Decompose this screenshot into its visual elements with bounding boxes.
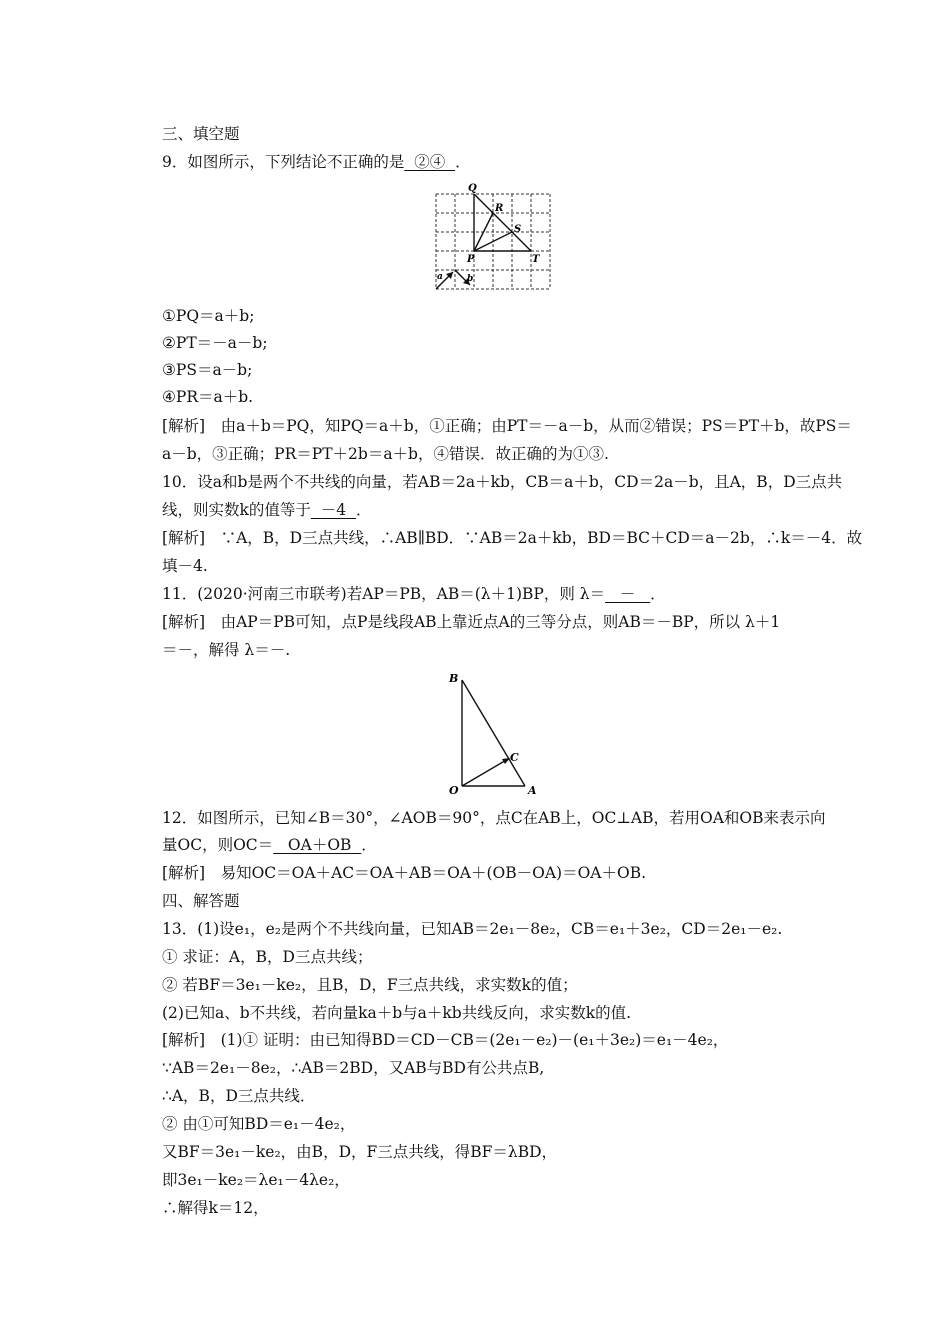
figure-right-triangle (442, 668, 552, 798)
q12-end: ． (361, 836, 377, 854)
svg-text:T: T (532, 254, 540, 265)
q12-stem-text: 量OC，则OC＝ (162, 836, 274, 854)
q9-option-3: ③PS＝a－b; (162, 361, 253, 379)
q11-answer: － (619, 585, 636, 603)
q10-solution-line-1: [解析] ∵A，B，D三点共线，∴AB∥BD．∵AB＝2a＋kb，BD＝BC＋CD＝a－2b，∴k＝－4．故 (162, 529, 863, 547)
q9-end: ． (455, 153, 471, 171)
q13-part2-stem: (2)已知a、b不共线，若向量ka＋b与a＋kb共线反向，求实数k的值. (162, 1004, 632, 1022)
q12-solution: [解析] 易知OC＝OA＋AC＝OA＋AB＝OA＋(OB－OA)＝OA＋OB. (162, 864, 647, 882)
svg-text:P: P (467, 254, 475, 265)
q10-stem-text: 线，则实数k的值等于 (162, 501, 311, 519)
q9-solution-line-1: [解析] 由a＋b＝PQ，知PQ＝a＋b，①正确；由PT＝－a－b，从而②错误；PS＝PT＋b，故PS＝ (162, 417, 852, 435)
figure-grid-vectors (428, 180, 558, 300)
q13-solution-line-7: ∴解得k＝12， (162, 1199, 269, 1217)
q13-solution-line-6: 即3e₁－ke₂＝λe₁－4λe₂， (162, 1171, 350, 1189)
q11-stem (162, 584, 666, 604)
q11-solution-line-1: [解析] 由AP＝PB可知，点P是线段AB上靠近点A的三等分点，则AB＝－BP，所以 λ＋1 (162, 613, 781, 631)
svg-text:O: O (449, 784, 459, 797)
q13-part1-sub2: ② 若BF＝3e₁－ke₂，且B，D，F三点共线，求实数k的值； (162, 976, 578, 994)
svg-text:S: S (514, 224, 522, 235)
svg-text:C: C (510, 751, 519, 764)
section-heading-fill-blank: 三、填空题 (162, 125, 240, 143)
q9-option-1: ①PQ＝a＋b; (162, 307, 255, 325)
q9-solution-line-2: a－b，③正确；PR＝PT＋2b＝a＋b，④错误．故正确的为①③. (162, 445, 609, 463)
q13-part1-sub1: ① 求证：A，B，D三点共线； (162, 948, 373, 966)
svg-text:A: A (528, 784, 537, 797)
q9-option-2: ②PT＝－a－b; (162, 334, 268, 352)
q10-stem-line-1: 10．设a和b是两个不共线的向量，若AB＝2a＋kb，CB＝a＋b，CD＝2a－b，且A，B，D三点共 (162, 473, 843, 491)
q13-part1-stem: 13．(1)设e₁，e₂是两个不共线向量，已知AB＝2e₁－8e₂，CB＝e₁＋3e₂，CD＝2e₁－e₂. (162, 920, 783, 938)
section-heading-answers: 四、解答题 (162, 892, 240, 910)
q11-stem-text: 11．(2020·河南三市联考)若AP＝PB，AB＝(λ＋1)BP，则 λ＝ (162, 585, 606, 603)
q11-solution-line-2: ＝－，解得 λ＝－. (162, 641, 291, 659)
q9-answer: ②④ (414, 153, 446, 171)
q9-option-4: ④PR＝a＋b. (162, 388, 254, 406)
svg-text:B: B (449, 672, 459, 685)
q12-stem-line-2 (162, 835, 377, 855)
q9-stem (162, 152, 471, 172)
q13-solution-line-4: ② 由①可知BD＝e₁－4e₂， (162, 1115, 356, 1133)
q13-solution-line-1: [解析] (1)① 证明：由已知得BD＝CD－CB＝(2e₁－e₂)－(e₁＋3e₂)＝e₁－4e₂， (162, 1031, 729, 1049)
svg-text:Q: Q (468, 183, 477, 194)
q10-solution-line-2: 填－4. (162, 557, 208, 575)
svg-text:b: b (467, 274, 474, 284)
svg-text:R: R (495, 203, 504, 214)
svg-text:a: a (437, 272, 443, 282)
q11-end: ． (650, 585, 666, 603)
q9-stem-text: 9．如图所示，下列结论不正确的是 (162, 153, 405, 171)
q13-solution-line-2: ∵AB＝2e₁－8e₂，∴AB＝2BD，又AB与BD有公共点B, (162, 1059, 545, 1077)
q10-answer: －4 (320, 501, 347, 519)
q12-answer: OA＋OB (287, 836, 352, 854)
q13-solution-line-5: 又BF＝3e₁－ke₂，由B，D，F三点共线，得BF＝λBD， (162, 1143, 558, 1161)
q13-solution-line-3: ∴A，B，D三点共线． (162, 1087, 316, 1105)
q10-end: ． (356, 501, 372, 519)
q10-stem-line-2 (162, 500, 372, 520)
q12-stem-line-1: 12．如图所示，已知∠B＝30°，∠AOB＝90°，点C在AB上，OC⊥AB，若用OA和OB来表示向 (162, 809, 826, 827)
